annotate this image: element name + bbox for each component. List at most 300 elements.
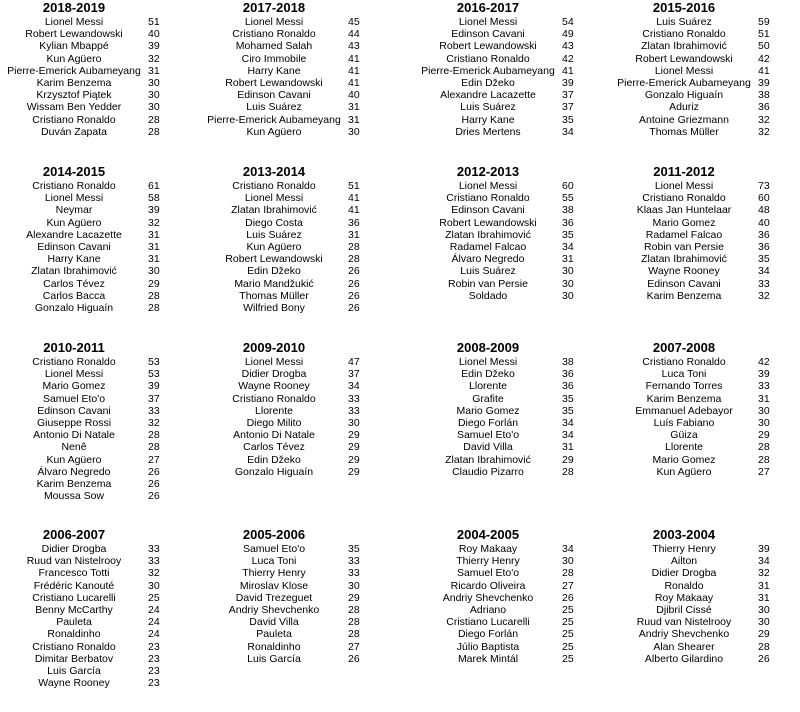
player-name: Robin van Persie bbox=[644, 240, 724, 253]
scorer-row bbox=[414, 114, 614, 126]
player-name: Cristiano Ronaldo bbox=[232, 180, 316, 192]
goal-count: 37 bbox=[562, 89, 574, 102]
scorer-row bbox=[200, 393, 400, 405]
player-name: Ricardo Oliveira bbox=[450, 579, 526, 592]
goal-count: 31 bbox=[148, 240, 160, 253]
player-name: Edin Džeko bbox=[247, 265, 301, 278]
player-name: Luis Suárez bbox=[460, 101, 516, 114]
player-name: David Trezeguet bbox=[235, 591, 313, 604]
goal-count: 39 bbox=[148, 204, 160, 217]
scorer-row bbox=[0, 204, 200, 216]
player-name: Carlos Tévez bbox=[43, 277, 105, 290]
goal-count: 28 bbox=[758, 640, 770, 653]
player-name: Edinson Cavani bbox=[237, 89, 311, 102]
goal-count: 31 bbox=[148, 253, 160, 266]
player-name: Antonio Di Natale bbox=[33, 429, 115, 442]
scorer-list bbox=[200, 16, 400, 138]
goal-count: 31 bbox=[562, 253, 574, 266]
scorer-row bbox=[414, 253, 614, 265]
player-name: Alberto Gilardino bbox=[644, 652, 724, 665]
player-name: Djibril Cissé bbox=[656, 603, 712, 616]
scorer-row bbox=[610, 653, 800, 665]
scorer-row bbox=[414, 441, 614, 453]
goal-count: 30 bbox=[348, 416, 360, 429]
season-title: 2009-2010 bbox=[242, 340, 306, 355]
scorer-row bbox=[610, 89, 800, 101]
scorer-row bbox=[0, 28, 200, 40]
player-name: Samuel Eto'o bbox=[242, 543, 306, 555]
goal-count: 30 bbox=[348, 579, 360, 592]
scorer-row bbox=[610, 265, 800, 277]
scorer-row bbox=[0, 40, 200, 52]
player-name: Ruud van Nistelrooy bbox=[636, 616, 732, 629]
goal-count: 30 bbox=[562, 289, 574, 302]
scorer-row bbox=[0, 490, 200, 502]
scorer-row bbox=[610, 380, 800, 392]
player-name: Robert Lewandowski bbox=[635, 52, 733, 65]
goal-count: 51 bbox=[148, 16, 160, 28]
goal-count: 58 bbox=[148, 192, 160, 205]
season-title: 2015-2016 bbox=[652, 0, 716, 15]
scorer-row bbox=[414, 555, 614, 567]
player-name: Miroslav Klose bbox=[239, 579, 309, 592]
season-title: 2008-2009 bbox=[456, 340, 520, 355]
goal-count: 39 bbox=[758, 368, 770, 381]
player-name: Ronaldo bbox=[664, 579, 704, 592]
scorer-list bbox=[414, 16, 614, 138]
scorer-row bbox=[414, 405, 614, 417]
player-name: Karim Benzema bbox=[36, 477, 112, 490]
scorer-row bbox=[200, 217, 400, 229]
goal-count: 38 bbox=[562, 356, 574, 368]
player-name: Lionel Messi bbox=[44, 16, 104, 28]
goal-count: 33 bbox=[348, 404, 360, 417]
goal-count: 39 bbox=[148, 40, 160, 53]
goal-count: 28 bbox=[348, 603, 360, 616]
goal-count: 39 bbox=[758, 543, 770, 555]
scorer-row bbox=[0, 217, 200, 229]
goal-count: 30 bbox=[562, 277, 574, 290]
scorer-row bbox=[0, 126, 200, 138]
player-name: Cristiano Ronaldo bbox=[32, 180, 116, 192]
player-name: Cristiano Ronaldo bbox=[446, 192, 530, 205]
player-name: Cristiano Ronaldo bbox=[232, 392, 316, 405]
goal-count: 24 bbox=[148, 616, 160, 629]
player-name: Diego Forlán bbox=[457, 628, 519, 641]
goal-count: 31 bbox=[348, 101, 360, 114]
player-name: Zlatan Ibrahimović bbox=[445, 228, 531, 241]
goal-count: 28 bbox=[148, 125, 160, 138]
goal-count: 30 bbox=[148, 89, 160, 102]
player-name: Carlos Bacca bbox=[42, 289, 106, 302]
player-name: Cristiano Ronaldo bbox=[642, 192, 726, 205]
goal-count: 28 bbox=[348, 240, 360, 253]
goal-count: 24 bbox=[148, 603, 160, 616]
goal-count: 28 bbox=[148, 301, 160, 314]
scorer-row bbox=[610, 580, 800, 592]
scorer-row bbox=[414, 628, 614, 640]
scorer-row bbox=[610, 16, 800, 28]
scorer-row bbox=[610, 278, 800, 290]
goal-count: 24 bbox=[148, 628, 160, 641]
scorer-row bbox=[414, 580, 614, 592]
player-name: Pierre-Emerick Aubameyang bbox=[617, 76, 751, 89]
scorer-row bbox=[200, 628, 400, 640]
scorer-list bbox=[200, 180, 400, 314]
scorer-row bbox=[0, 628, 200, 640]
scorer-row bbox=[414, 567, 614, 579]
player-name: Lionel Messi bbox=[244, 356, 304, 368]
goal-count: 29 bbox=[148, 277, 160, 290]
scorer-row bbox=[610, 592, 800, 604]
goal-count: 51 bbox=[348, 180, 360, 192]
scorer-row bbox=[610, 229, 800, 241]
scorer-row bbox=[414, 65, 614, 77]
player-name: Didier Drogba bbox=[241, 368, 307, 381]
scorer-row bbox=[200, 253, 400, 265]
goal-count: 47 bbox=[348, 356, 360, 368]
player-name: Dimitar Berbatov bbox=[34, 652, 114, 665]
goal-count: 30 bbox=[758, 416, 770, 429]
goal-count: 28 bbox=[348, 253, 360, 266]
scorer-row bbox=[200, 101, 400, 113]
goal-count: 50 bbox=[758, 40, 770, 53]
player-name: Alexandre Lacazette bbox=[440, 89, 536, 102]
player-name: Kun Agüero bbox=[656, 465, 712, 478]
player-name: Gonzalo Higuaín bbox=[644, 89, 724, 102]
goal-count: 27 bbox=[562, 579, 574, 592]
scorer-row bbox=[0, 114, 200, 126]
player-name: Robert Lewandowski bbox=[225, 76, 323, 89]
scorer-row bbox=[0, 302, 200, 314]
scorer-row bbox=[414, 241, 614, 253]
scorer-row bbox=[0, 555, 200, 567]
player-name: Andriy Shevchenko bbox=[442, 591, 534, 604]
scorer-list bbox=[200, 543, 400, 665]
goal-count: 35 bbox=[562, 113, 574, 126]
player-name: Alexandre Lacazette bbox=[26, 228, 122, 241]
scorer-row bbox=[200, 302, 400, 314]
scorer-list bbox=[414, 180, 614, 302]
scorer-row bbox=[0, 567, 200, 579]
goal-count: 39 bbox=[562, 76, 574, 89]
player-name: Llorente bbox=[469, 380, 507, 393]
scorer-row bbox=[610, 368, 800, 380]
player-name: Aduriz bbox=[669, 101, 699, 114]
scorer-row bbox=[200, 53, 400, 65]
scorer-row bbox=[414, 356, 614, 368]
scorer-row bbox=[610, 290, 800, 302]
goal-count: 36 bbox=[758, 101, 770, 114]
player-name: Wissam Ben Yedder bbox=[26, 101, 122, 114]
goal-count: 30 bbox=[562, 555, 574, 568]
scorer-row bbox=[0, 665, 200, 677]
player-name: Ciro Immobile bbox=[241, 52, 307, 65]
goal-count: 25 bbox=[562, 628, 574, 641]
scorer-row bbox=[414, 604, 614, 616]
player-name: Luis García bbox=[247, 652, 301, 665]
player-name: Diego Forlán bbox=[457, 416, 519, 429]
player-name: Lionel Messi bbox=[44, 368, 104, 381]
goal-count: 30 bbox=[758, 616, 770, 629]
goal-count: 42 bbox=[562, 52, 574, 65]
scorer-list bbox=[414, 356, 614, 478]
season-title: 2011-2012 bbox=[653, 164, 715, 179]
scorer-row bbox=[200, 290, 400, 302]
player-name: Lionel Messi bbox=[654, 64, 714, 77]
goal-count: 33 bbox=[758, 380, 770, 393]
goal-count: 25 bbox=[562, 640, 574, 653]
goal-count: 36 bbox=[348, 216, 360, 229]
goal-count: 40 bbox=[148, 28, 160, 41]
goal-count: 29 bbox=[758, 429, 770, 442]
goal-count: 37 bbox=[148, 392, 160, 405]
player-name: Kun Agüero bbox=[46, 52, 102, 65]
player-name: Moussa Sow bbox=[43, 490, 105, 503]
goal-count: 28 bbox=[348, 616, 360, 629]
scorer-row bbox=[0, 229, 200, 241]
player-name: Karim Benzema bbox=[646, 289, 722, 302]
scorer-list bbox=[0, 16, 200, 138]
scorer-row bbox=[0, 653, 200, 665]
goal-count: 32 bbox=[758, 113, 770, 126]
goal-count: 26 bbox=[348, 301, 360, 314]
player-name: Antonio Di Natale bbox=[233, 429, 315, 442]
player-name: Ronaldinho bbox=[47, 628, 101, 641]
scorer-row bbox=[414, 229, 614, 241]
goal-count: 26 bbox=[148, 465, 160, 478]
player-name: Kun Agüero bbox=[46, 453, 102, 466]
goal-count: 42 bbox=[758, 52, 770, 65]
goal-count: 33 bbox=[148, 555, 160, 568]
scorer-row bbox=[200, 580, 400, 592]
scorer-row bbox=[414, 16, 614, 28]
scorer-row bbox=[200, 368, 400, 380]
player-name: Cristiano Ronaldo bbox=[32, 113, 116, 126]
scorer-row bbox=[610, 641, 800, 653]
goal-count: 42 bbox=[758, 356, 770, 368]
scorer-row bbox=[200, 417, 400, 429]
scorer-row bbox=[610, 204, 800, 216]
scorer-row bbox=[200, 454, 400, 466]
scorer-row bbox=[0, 290, 200, 302]
scorer-list bbox=[0, 356, 200, 502]
goal-count: 34 bbox=[348, 380, 360, 393]
goal-count: 32 bbox=[148, 567, 160, 580]
scorer-row bbox=[200, 653, 400, 665]
scorer-row bbox=[610, 429, 800, 441]
scorer-row bbox=[610, 65, 800, 77]
scorer-row bbox=[0, 101, 200, 113]
goal-count: 41 bbox=[348, 192, 360, 205]
goal-count: 30 bbox=[562, 265, 574, 278]
scorer-row bbox=[414, 380, 614, 392]
player-name: Diego Costa bbox=[245, 216, 303, 229]
scorer-row bbox=[200, 204, 400, 216]
player-name: Didier Drogba bbox=[651, 567, 717, 580]
goal-count: 32 bbox=[758, 289, 770, 302]
goal-count: 41 bbox=[348, 76, 360, 89]
player-name: Marek Mintál bbox=[457, 652, 519, 665]
scorer-list bbox=[610, 180, 800, 302]
player-name: Cristiano Ronaldo bbox=[446, 52, 530, 65]
scorer-row bbox=[200, 126, 400, 138]
player-name: David Villa bbox=[249, 616, 299, 629]
goal-count: 32 bbox=[148, 416, 160, 429]
scorer-row bbox=[200, 16, 400, 28]
scorer-row bbox=[200, 466, 400, 478]
goal-count: 26 bbox=[148, 490, 160, 503]
season-title: 2010-2011 bbox=[43, 340, 105, 355]
goal-count: 33 bbox=[148, 543, 160, 555]
season-title: 2004-2005 bbox=[456, 527, 520, 542]
player-name: Pauleta bbox=[56, 616, 92, 629]
player-name: Francesco Totti bbox=[38, 567, 110, 580]
season-title: 2018-2019 bbox=[42, 0, 106, 15]
player-name: Mohamed Salah bbox=[235, 40, 313, 53]
scorer-row bbox=[610, 356, 800, 368]
goal-count: 30 bbox=[348, 125, 360, 138]
player-name: Lionel Messi bbox=[244, 192, 304, 205]
player-name: Cristiano Ronaldo bbox=[642, 28, 726, 41]
goal-count: 48 bbox=[758, 204, 770, 217]
scorer-row bbox=[0, 16, 200, 28]
goal-count: 29 bbox=[348, 453, 360, 466]
scorer-row bbox=[0, 580, 200, 592]
scorer-row bbox=[0, 592, 200, 604]
goal-count: 23 bbox=[148, 664, 160, 677]
goal-count: 28 bbox=[758, 453, 770, 466]
scorer-row bbox=[610, 126, 800, 138]
player-name: Cristiano Lucarelli bbox=[446, 616, 530, 629]
player-name: Edinson Cavani bbox=[451, 28, 525, 41]
goal-count: 37 bbox=[348, 368, 360, 381]
scorer-row bbox=[414, 454, 614, 466]
scorer-row bbox=[0, 253, 200, 265]
goal-count: 38 bbox=[758, 89, 770, 102]
goal-count: 32 bbox=[758, 125, 770, 138]
goal-count: 41 bbox=[758, 64, 770, 77]
scorer-row bbox=[200, 180, 400, 192]
scorer-row bbox=[610, 28, 800, 40]
goal-count: 33 bbox=[348, 392, 360, 405]
goal-count: 31 bbox=[562, 441, 574, 454]
season-title: 2017-2018 bbox=[242, 0, 306, 15]
scorer-row bbox=[0, 278, 200, 290]
scorer-row bbox=[610, 567, 800, 579]
scorer-row bbox=[200, 278, 400, 290]
player-name: Robert Lewandowski bbox=[439, 216, 537, 229]
goal-count: 31 bbox=[758, 392, 770, 405]
scorer-row bbox=[414, 393, 614, 405]
goal-count: 33 bbox=[348, 567, 360, 580]
season-title: 2005-2006 bbox=[242, 527, 306, 542]
player-name: Kylian Mbappé bbox=[39, 40, 109, 53]
scorer-row bbox=[610, 441, 800, 453]
goal-count: 43 bbox=[348, 40, 360, 53]
scorer-row bbox=[610, 543, 800, 555]
player-name: Mario Gomez bbox=[456, 404, 520, 417]
scorer-row bbox=[0, 89, 200, 101]
scorer-row bbox=[200, 592, 400, 604]
player-name: Robert Lewandowski bbox=[225, 253, 323, 266]
scorer-row bbox=[414, 53, 614, 65]
player-name: Pierre-Emerick Aubameyang bbox=[421, 64, 555, 77]
player-name: Neymar bbox=[55, 204, 93, 217]
season-title: 2003-2004 bbox=[652, 527, 716, 542]
goal-count: 26 bbox=[348, 289, 360, 302]
goal-count: 34 bbox=[758, 265, 770, 278]
scorer-row bbox=[610, 101, 800, 113]
player-name: Álvaro Negredo bbox=[37, 465, 111, 478]
player-name: Andriy Shevchenko bbox=[638, 628, 730, 641]
goal-count: 34 bbox=[562, 429, 574, 442]
goal-count: 38 bbox=[562, 204, 574, 217]
goal-count: 35 bbox=[562, 392, 574, 405]
scorer-row bbox=[200, 192, 400, 204]
scorer-row bbox=[200, 429, 400, 441]
goal-count: 28 bbox=[148, 289, 160, 302]
scorer-row bbox=[414, 77, 614, 89]
goal-count: 53 bbox=[148, 368, 160, 381]
scorer-row bbox=[200, 229, 400, 241]
scorer-row bbox=[414, 290, 614, 302]
player-name: Antoine Griezmann bbox=[639, 113, 729, 126]
goal-count: 30 bbox=[758, 404, 770, 417]
player-name: Gonzalo Higuaín bbox=[34, 301, 114, 314]
player-name: Wilfried Bony bbox=[243, 301, 305, 314]
scorer-list bbox=[0, 543, 200, 689]
goal-count: 23 bbox=[148, 677, 160, 690]
player-name: Cristiano Ronaldo bbox=[32, 640, 116, 653]
player-name: Radamel Falcao bbox=[645, 228, 723, 241]
scorer-row bbox=[200, 77, 400, 89]
goal-count: 30 bbox=[148, 265, 160, 278]
player-name: Luis Suárez bbox=[246, 101, 302, 114]
player-name: Robert Lewandowski bbox=[439, 40, 537, 53]
scorer-row bbox=[610, 241, 800, 253]
goal-count: 29 bbox=[348, 441, 360, 454]
player-name: Roy Makaay bbox=[654, 591, 714, 604]
player-name: Emmanuel Adebayor bbox=[635, 404, 733, 417]
goal-count: 31 bbox=[148, 228, 160, 241]
player-name: Samuel Eto'o bbox=[42, 392, 106, 405]
scorer-row bbox=[0, 265, 200, 277]
player-name: Didier Drogba bbox=[41, 543, 107, 555]
goal-count: 23 bbox=[148, 652, 160, 665]
goal-count: 26 bbox=[562, 591, 574, 604]
scorer-row bbox=[200, 405, 400, 417]
scorer-row bbox=[200, 604, 400, 616]
player-name: Alan Shearer bbox=[653, 640, 715, 653]
player-name: Karim Benzema bbox=[646, 392, 722, 405]
goal-count: 43 bbox=[562, 40, 574, 53]
scorer-row bbox=[610, 393, 800, 405]
scorer-row bbox=[610, 253, 800, 265]
player-name: Pierre-Emerick Aubameyang bbox=[7, 64, 141, 77]
player-name: Júlio Baptista bbox=[456, 640, 520, 653]
scorer-row bbox=[414, 466, 614, 478]
scorer-row bbox=[414, 592, 614, 604]
scorer-row bbox=[200, 265, 400, 277]
scorer-row bbox=[200, 89, 400, 101]
scorer-row bbox=[414, 101, 614, 113]
player-name: Cristiano Ronaldo bbox=[642, 356, 726, 368]
goal-count: 51 bbox=[758, 28, 770, 41]
player-name: Llorente bbox=[665, 441, 703, 454]
goal-count: 29 bbox=[348, 591, 360, 604]
season-title: 2006-2007 bbox=[42, 527, 106, 542]
